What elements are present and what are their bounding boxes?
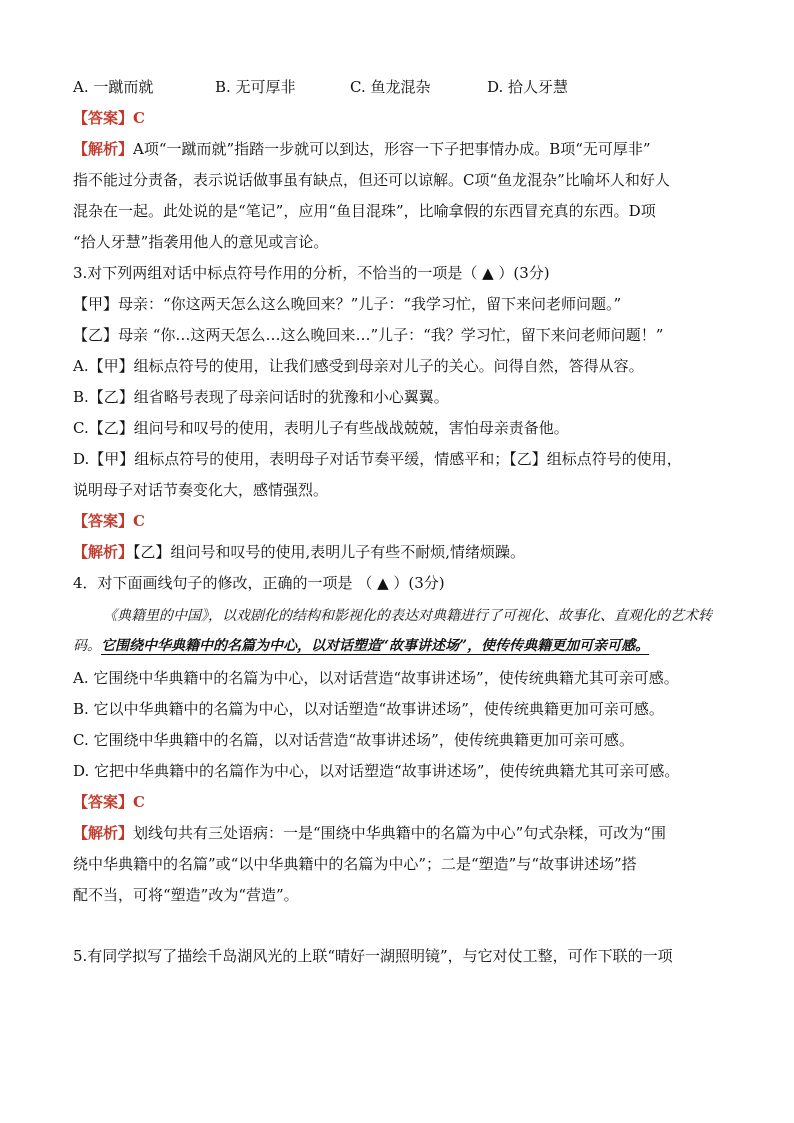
q2-option-b: B. 无可厚非 (215, 78, 296, 96)
q2-answer (73, 103, 733, 134)
answer-value: C (133, 109, 145, 127)
q5-stem: 5.有同学拟写了描绘千岛湖风光的上联“晴好一湖照明镜”，与它对仗工整，可作下联的一项 (73, 947, 673, 965)
q2-option-c: C. 鱼龙混杂 (350, 78, 431, 96)
q4-analysis-line-1 (73, 818, 733, 849)
passage-text: 《典籍里的中国》，以戏剧化的结构和影视化的表达对典籍进行了可视化、故事化、直观化的艺术转码。 (73, 608, 712, 654)
q4-option-b: B. 它以中华典籍中的名篇为中心，以对话塑造“故事讲述场”，使传统典籍更加可亲可感。 (73, 700, 664, 718)
underlined-sentence: 它围绕中华典籍中的名篇为中心，以对话塑造“故事讲述场”，使传传典籍更加可亲可感。 (101, 638, 650, 654)
q3-analysis (73, 537, 733, 568)
q3-option-a: A.【甲】组标点符号的使用，让我们感受到母亲对儿子的关心。问得自然，答得从容。 (73, 357, 644, 375)
analysis-text: 【乙】组问号和叹号的使用,表明儿子有些不耐烦,情绪烦躁。 (133, 543, 526, 561)
q3-dialogue-jia: 【甲】母亲：“你这两天怎么这么晚回来？”儿子：“我学习忙，留下来问老师问题。” (73, 295, 622, 313)
q4-analysis-line-3: 配不当，可将“塑造”改为“营造”。 (73, 886, 299, 904)
q4-analysis-line-2: 绕中华典籍中的名篇”或“以中华典籍中的名篇为中心”；二是“塑造”与“故事讲述场”搭 (73, 855, 637, 873)
q4-option-d: D. 它把中华典籍中的名篇作为中心，以对话塑造“故事讲述场”，使传统典籍尤其可亲可感。 (73, 762, 680, 780)
analysis-text: A项“一蹴而就”指踏一步就可以到达，形容一下子把事情办成。B项“无可厚非” (133, 140, 651, 158)
document-page (73, 72, 733, 972)
q2-option-a: A. 一蹴而就 (73, 78, 154, 96)
analysis-text: 划线句共有三处语病：一是“围绕中华典籍中的名篇为中心”句式杂糅，可改为“围 (133, 824, 667, 842)
q3-option-b: B.【乙】组省略号表现了母亲问话时的犹豫和小心翼翼。 (73, 388, 449, 406)
q3-option-c: C.【乙】组问号和叹号的使用，表明儿子有些战战兢兢，害怕母亲责备他。 (73, 419, 569, 437)
answer-tag: 【答案】 (73, 512, 134, 530)
q3-option-d: D.【甲】组标点符号的使用，表明母子对话节奏平缓，情感平和；【乙】组标点符号的使用， (73, 450, 682, 468)
answer-value: C (133, 793, 145, 811)
q4-stem: 4．对下面画线句子的修改，正确的一项是 （ ▲ ）(3分) (73, 574, 445, 592)
q3-option-d-cont: 说明母子对话节奏变化大，感情强烈。 (73, 481, 329, 499)
q3-dialogue-yi: 【乙】母亲 “你…这两天怎么…这么晚回来…”儿子：“我？学习忙，留下来问老师问题！” (73, 326, 664, 344)
analysis-tag: 【解析】 (73, 140, 134, 158)
answer-value: C (133, 512, 145, 530)
q4-answer (73, 787, 733, 818)
q4-passage (73, 601, 727, 661)
q2-options (73, 72, 733, 103)
q2-analysis-line-1 (73, 134, 733, 165)
q2-option-d: D. 拾人牙慧 (487, 78, 569, 96)
answer-tag: 【答案】 (73, 109, 134, 127)
q4-option-c: C. 它围绕中华典籍中的名篇，以对话营造“故事讲述场”，使传统典籍更加可亲可感。 (73, 731, 634, 749)
q2-analysis-line-2: 指不能过分责备，表示说话做事虽有缺点，但还可以谅解。C项“鱼龙混杂”比喻坏人和好人 (73, 171, 670, 189)
q2-analysis-line-4: “拾人牙慧”指袭用他人的意见或言论。 (73, 233, 329, 251)
analysis-tag: 【解析】 (73, 824, 134, 842)
q4-option-a: A. 它围绕中华典籍中的名篇为中心，以对话营造“故事讲述场”，使传统典籍尤其可亲可感。 (73, 669, 679, 687)
spacer (73, 911, 733, 941)
analysis-tag: 【解析】 (73, 543, 134, 561)
answer-tag: 【答案】 (73, 793, 134, 811)
q2-analysis-line-3: 混杂在一起。此处说的是“笔记”，应用“鱼目混珠”，比喻拿假的东西冒充真的东西。D项 (73, 202, 656, 220)
q3-answer (73, 506, 733, 537)
q3-stem: 3.对下列两组对话中标点符号作用的分析，不恰当的一项是（ ▲ ）(3分) (73, 264, 550, 282)
